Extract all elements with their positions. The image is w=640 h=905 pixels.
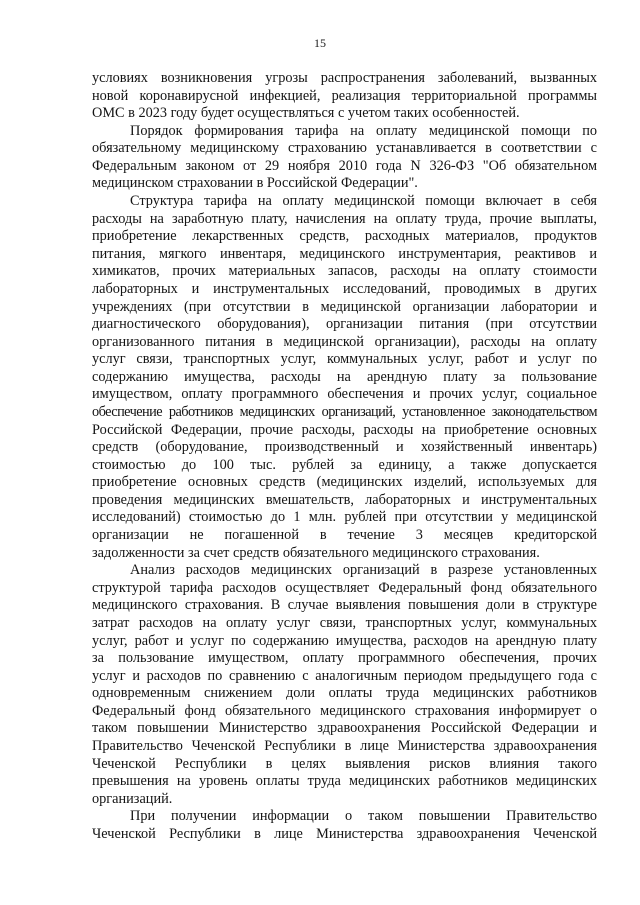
text-line: лабораторных и инструментальных исследований, проводимых в других xyxy=(92,280,597,297)
text-line: питания, мягкого инвентаря, медицинского инструментария, реактивов и xyxy=(92,245,597,262)
text-line: услуг и расходов по сравнению с аналогичным периодом предыдущего года с xyxy=(92,667,597,684)
text-line: обязательному медицинскому страхованию устанавливается в соответствии с xyxy=(92,140,597,157)
text-line: ОМС в 2023 году будет осуществляться с учетом таких особенностей. xyxy=(92,105,520,122)
text-line: организованного питания в медицинской организации), расходы на оплату xyxy=(92,333,597,350)
text-line: средств (оборудование, производственный и хозяйственный инвентарь) xyxy=(92,439,597,456)
paragraph xyxy=(92,123,597,193)
text-line: обеспечение работников медицинских организаций, установленное законодательством xyxy=(92,403,597,420)
paragraph xyxy=(92,808,597,843)
text-line: исследований) стоимостью до 1 млн. рублей при отсутствии у медицинской xyxy=(92,509,597,526)
text-line: проведения медицинских вмешательств, лабораторных и инструментальных xyxy=(92,491,597,508)
paragraph xyxy=(92,562,597,808)
text-line: Структура тарифа на оплату медицинской помощи включает в себя xyxy=(130,193,597,210)
text-line: превышения на уровень оплаты труда медицинских работников медицинских xyxy=(92,773,597,790)
text-line: имуществом, оплату программного обеспечения и прочих услуг, социальное xyxy=(92,386,597,403)
text-line: При получении информации о таком повышении Правительство xyxy=(130,808,597,825)
text-line: Российской Федерации, прочие расходы, расходы на приобретение основных xyxy=(92,421,597,438)
text-line: условиях возникновения угрозы распространения заболеваний, вызванных xyxy=(92,70,597,86)
paragraph xyxy=(92,70,597,123)
text-line: химикатов, прочих материальных запасов, расходы на оплату стоимости xyxy=(92,263,597,280)
text-line: приобретение основных средств (медицинских изделий, используемых для xyxy=(92,474,597,491)
text-line: новой коронавирусной инфекцией, реализация территориальной программы xyxy=(92,87,597,104)
text-line: Федеральным законом от 29 ноября 2010 года N 326-ФЗ "Об обязательном xyxy=(92,157,597,174)
text-line: затрат расходов на оплату услуг связи, транспортных услуг, коммунальных xyxy=(92,614,597,631)
text-line: организаций. xyxy=(92,790,173,807)
text-line: одновременным снижением доли оплаты труда медицинских работников xyxy=(92,685,597,702)
text-line: содержанию имущества, расходы на арендную плату за пользование xyxy=(92,368,597,385)
text-line: Чеченской Республики в целях выявления рисков влияния такого xyxy=(92,755,597,772)
text-line: Чеченской Республики в лице Министерства здравоохранения Чеченской xyxy=(92,825,597,842)
text-line: медицинском страховании в Российской Федерации". xyxy=(92,175,418,192)
page-number: 15 xyxy=(314,36,326,50)
text-line: структурой тарифа расходов осуществляет Федеральный фонд обязательного xyxy=(92,579,597,596)
text-line: приобретение лекарственных средств, расходных материалов, продуктов xyxy=(92,228,597,245)
text-line: таком повышении Министерство здравоохранения Российской Федерации и xyxy=(92,720,597,737)
text-line: задолженности за счет средств обязательного медицинского страхования. xyxy=(92,544,540,561)
text-line: Правительство Чеченской Республики в лице Министерства здравоохранения xyxy=(92,737,597,754)
text-line: за пользование имуществом, оплату программного обеспечения, прочих xyxy=(92,650,597,667)
text-line: диагностического оборудования), организации питания (при отсутствии xyxy=(92,316,597,333)
text-line: стоимостью до 100 тыс. рублей за единицу, а также допускается xyxy=(92,456,597,473)
text-line: услуг связи, транспортных услуг, коммунальных услуг, работ и услуг по xyxy=(92,351,597,368)
text-line: расходы на заработную плату, начисления на оплату труда, прочие выплаты, xyxy=(92,210,597,227)
text-line: Федеральный фонд обязательного медицинского страхования информирует о xyxy=(92,702,597,719)
document-body xyxy=(92,70,597,843)
text-line: медицинского страхования. В случае выявления повышения доли в структуре xyxy=(92,597,597,614)
text-line: Порядок формирования тарифа на оплату медицинской помощи по xyxy=(130,122,597,139)
text-line: услуг, работ и услуг по содержанию имущества, расходов на арендную плату xyxy=(92,632,597,649)
text-line: Анализ расходов медицинских организаций в разрезе установленных xyxy=(130,562,597,579)
text-line: организации не погашенной в течение 3 месяцев кредиторской xyxy=(92,527,597,544)
text-line: учреждениях (при отсутствии в медицинской организации лаборатории и xyxy=(92,298,597,315)
paragraph xyxy=(92,193,597,562)
